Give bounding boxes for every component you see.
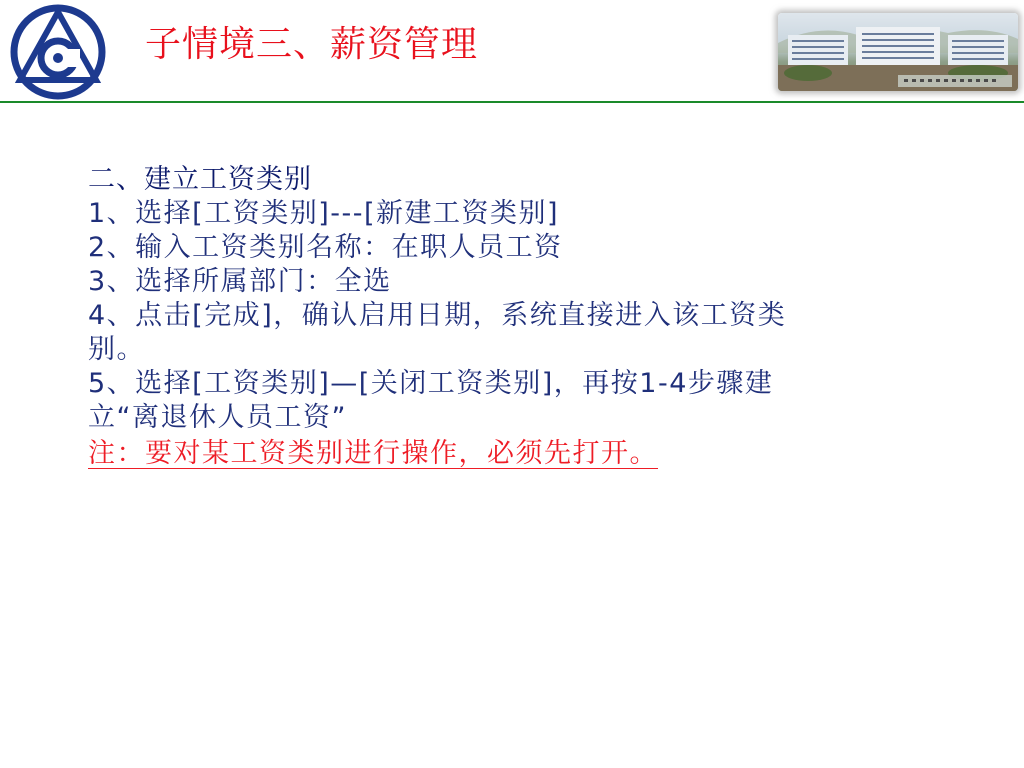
school-logo-icon	[8, 2, 108, 102]
header-divider	[108, 101, 1024, 103]
note-text: 注：要对某工资类别进行操作，必须先打开。	[88, 438, 658, 469]
step-line: 2、输入工资类别名称：在职人员工资	[88, 232, 563, 263]
step-line: 4、点击[完成]，确认启用日期，系统直接进入该工资类	[88, 300, 787, 331]
campus-building-photo	[778, 13, 1018, 91]
header-divider-left	[0, 101, 110, 103]
step-line: 3、选择所属部门：全选	[88, 266, 392, 297]
step-line: 别。	[88, 334, 145, 365]
step-line: 5、选择[工资类别]—[关闭工资类别]，再按1-4步骤建	[88, 368, 774, 399]
page-title: 子情境三、薪资管理	[145, 24, 479, 65]
slide-body	[88, 163, 948, 471]
step-line: 1、选择[工资类别]---[新建工资类别]	[88, 198, 560, 229]
step-line: 立“离退休人员工资”	[88, 402, 347, 433]
section-heading: 二、建立工资类别	[88, 164, 312, 195]
